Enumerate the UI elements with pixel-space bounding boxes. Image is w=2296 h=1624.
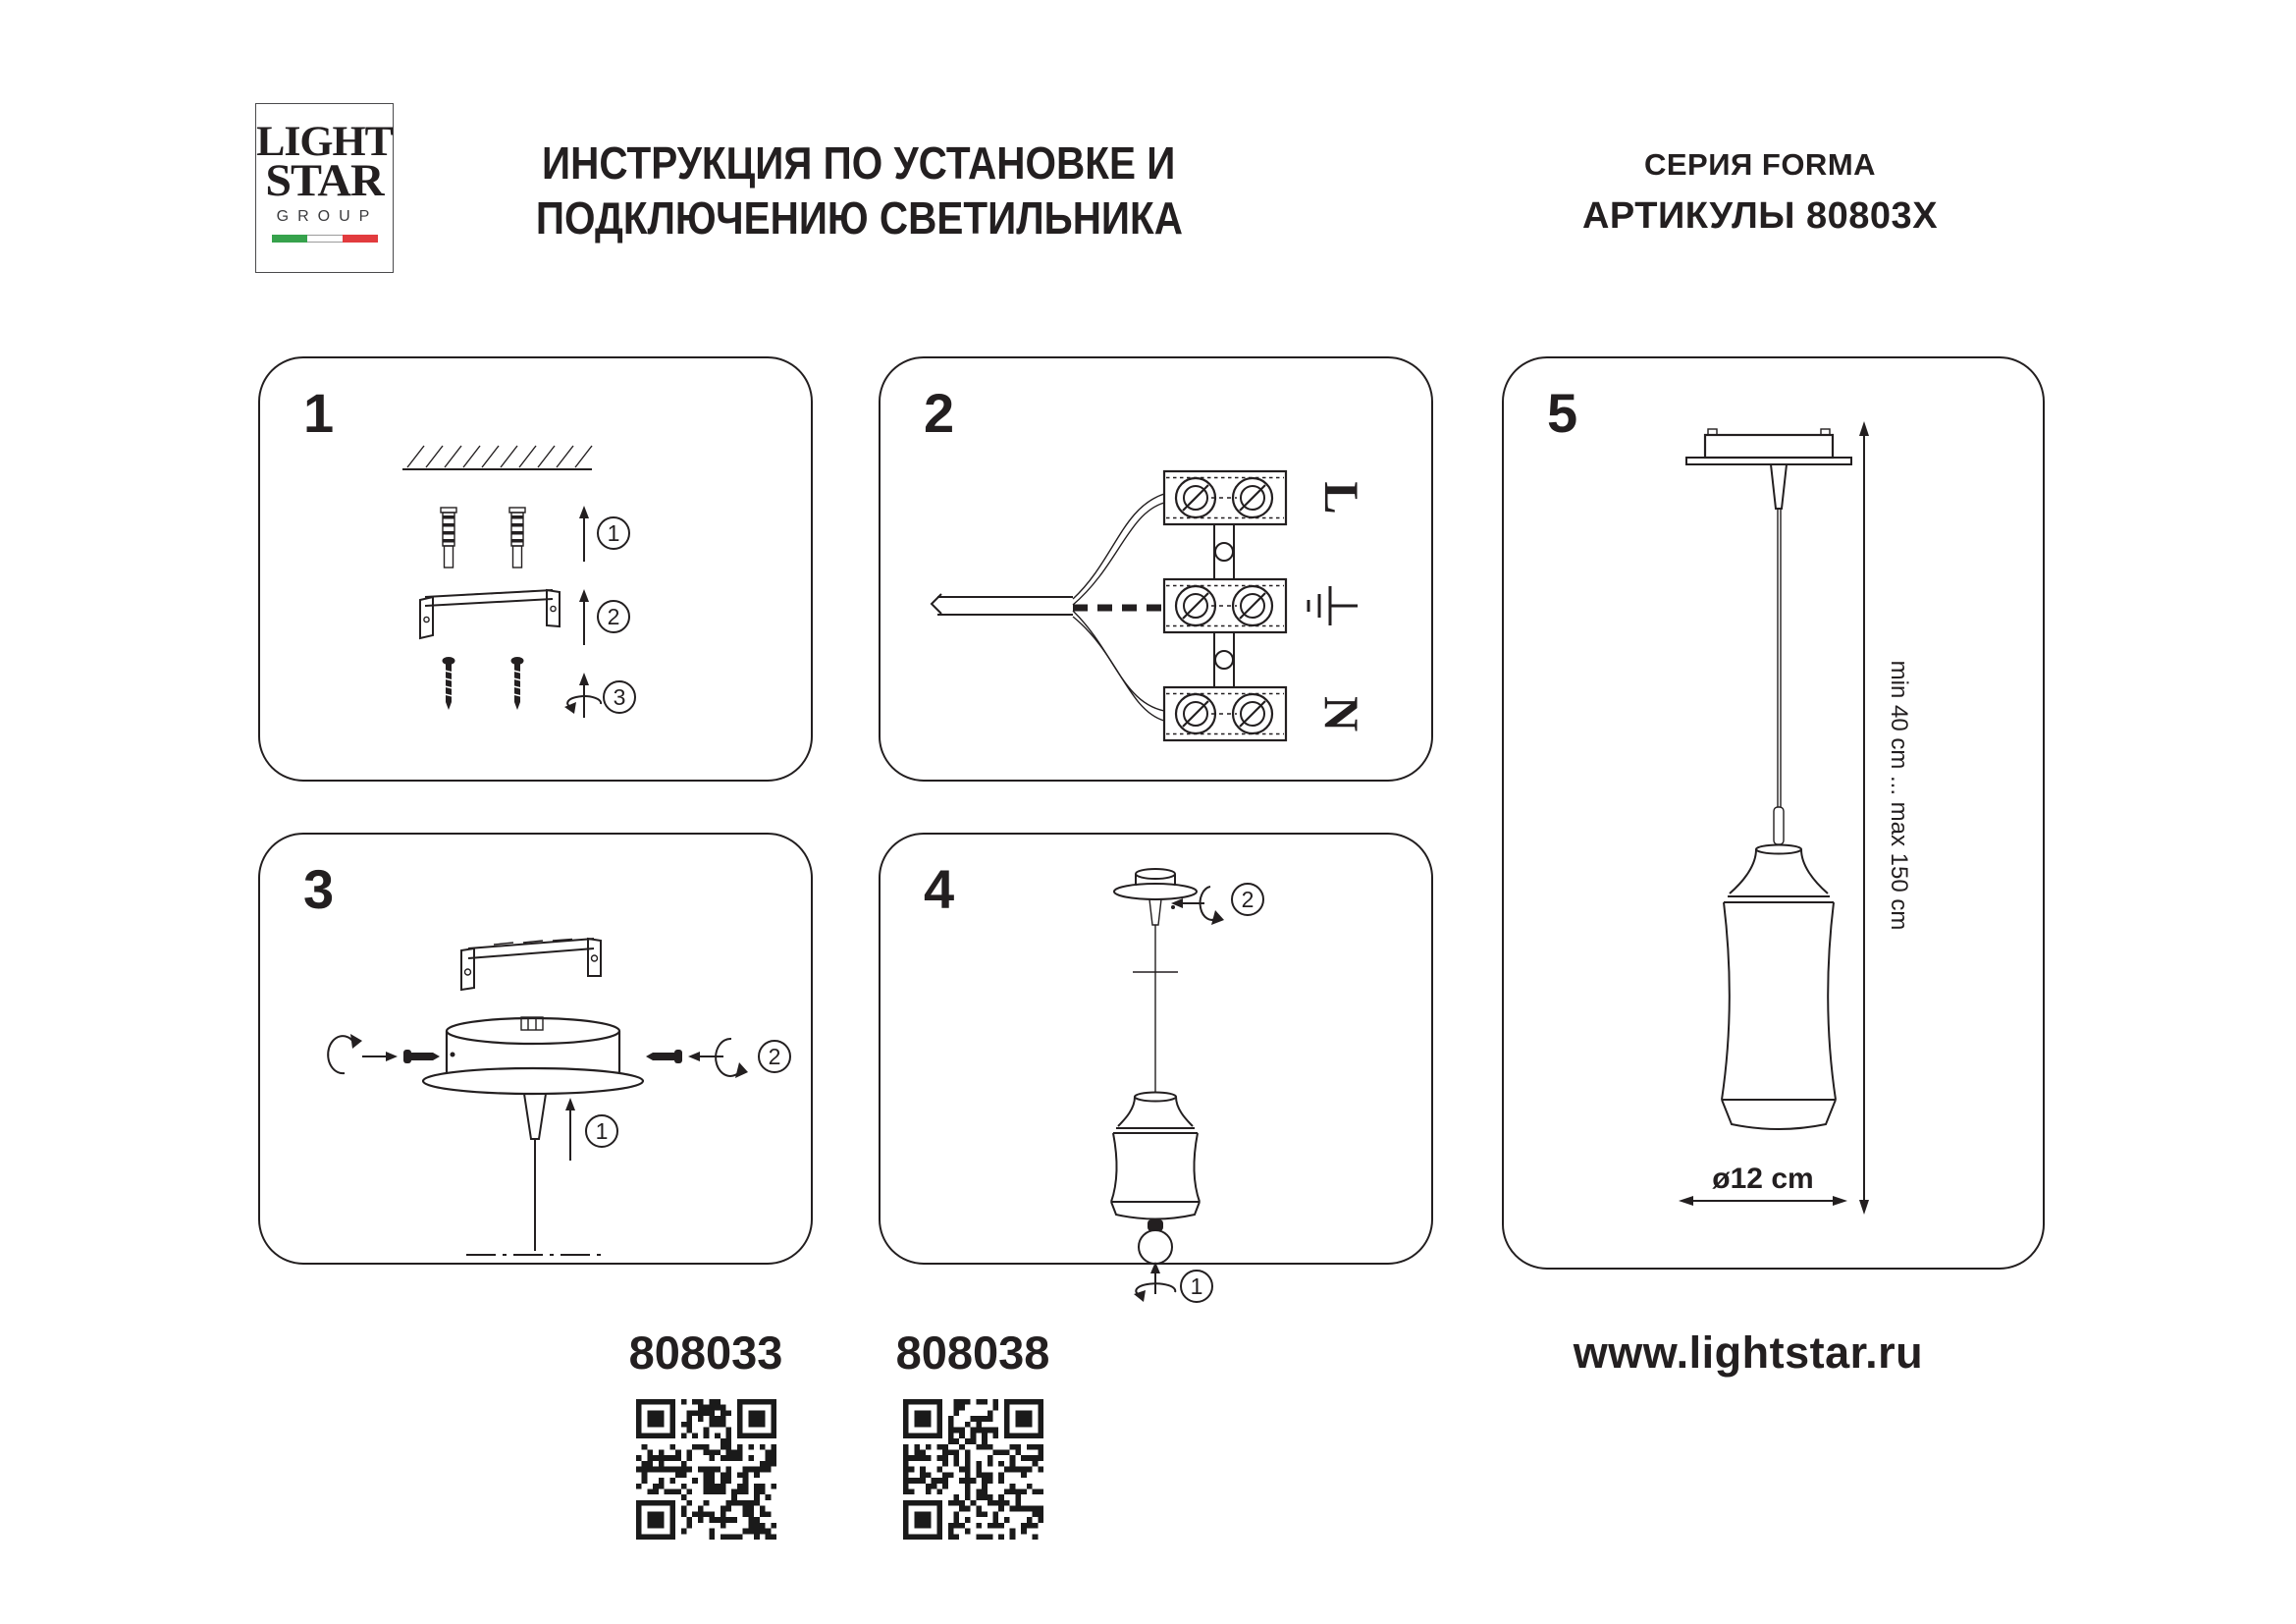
screw-icon [511,657,524,710]
title-line-2: ПОДКЛЮЧЕНИЮ СВЕТИЛЬНИКА [535,192,1183,244]
panel-3-diagram [260,835,810,1262]
up-arrow-icon [565,1098,575,1161]
diameter-label: ø12 cm [1712,1163,1814,1195]
wall-anchor-icon [441,508,456,568]
step-badge [598,601,629,632]
rotate-icon [1171,887,1224,925]
series-name: СЕРИЯ FORMA [1643,147,1877,182]
panel-number: 4 [924,858,955,920]
up-arrow-icon [579,589,589,645]
logo-word-light: LIGHT [256,119,393,165]
qr-code-2 [903,1399,1043,1540]
rotate-icon [328,1034,398,1073]
flag-red-stripe [343,235,378,243]
svg-text:1: 1 [1190,1273,1203,1299]
height-range-label: min 40 cm ... max 150 cm [1886,660,1912,931]
panel-1-diagram [260,358,810,779]
page-title [432,135,1286,245]
terminal-block-icon [1164,471,1286,740]
svg-text:2: 2 [607,604,620,629]
mounting-bracket-icon [461,939,601,990]
series-block [1515,147,2005,238]
qr-code-1 [636,1399,776,1540]
canopy-icon [1114,869,1197,925]
step-badge [598,517,629,549]
panel-number: 2 [924,382,955,444]
step-panel-1 [258,356,813,782]
logo-word-group: GROUP [276,208,379,226]
screw-icon [443,657,455,710]
height-dimension [1859,421,1912,1215]
step-badge [1232,884,1263,915]
svg-text:1: 1 [595,1118,609,1144]
mounting-bracket-icon [420,590,560,638]
screw-icon [403,1050,440,1063]
wall-anchor-icon [509,508,525,568]
panel-number: 5 [1547,382,1578,444]
ceiling-hatch-icon [402,446,592,469]
light-bulb-icon [1139,1219,1172,1264]
svg-text:1: 1 [607,520,620,546]
step-panel-3 [258,833,813,1265]
articles-line: АРТИКУЛЫ 80803X [1581,195,1939,237]
lamp-shade-icon [1111,1093,1200,1219]
flag-white-stripe [307,235,343,243]
pendant-lamp-icon [1686,429,1851,1129]
canopy-icon [423,1017,643,1255]
panel-4-diagram [881,835,1430,1299]
step-badge [586,1115,617,1147]
panel-2-diagram [881,358,1430,779]
up-arrow-icon [579,506,589,562]
title-line-1: ИНСТРУКЦИЯ ПО УСТАНОВКЕ И [542,137,1176,189]
italian-flag-icon [272,235,378,243]
step-panel-2 [879,356,1433,782]
panel-5-diagram [1504,358,2042,1267]
neutral-terminal-label: N [1314,695,1369,732]
svg-text:3: 3 [613,684,626,710]
screw-icon [646,1050,682,1063]
dimensions-panel [1502,356,2045,1270]
svg-text:2: 2 [1241,887,1255,912]
article-number-2: 808038 [895,1326,1050,1379]
power-cable-icon [932,494,1164,721]
step-badge [1181,1271,1212,1302]
suspension-cable-icon [1133,925,1178,1092]
flag-green-stripe [272,235,307,243]
diameter-dimension [1679,1163,1847,1206]
step-badge [759,1041,790,1072]
rotate-icon [688,1039,748,1078]
step-panel-4 [879,833,1433,1299]
article-number-1: 808033 [628,1326,783,1379]
website-link: www.lightstar.ru [1573,1327,1924,1378]
ground-icon [1308,586,1358,625]
screw-rotate-icon [564,673,601,718]
panel-number: 1 [303,382,335,444]
lightstar-logo [255,103,394,273]
panel-number: 3 [303,858,335,920]
step-badge [604,681,635,713]
svg-text:2: 2 [768,1044,781,1069]
logo-word-star: STAR [265,154,384,206]
line-terminal-label: L [1314,481,1369,514]
screw-rotate-icon [1134,1262,1175,1302]
